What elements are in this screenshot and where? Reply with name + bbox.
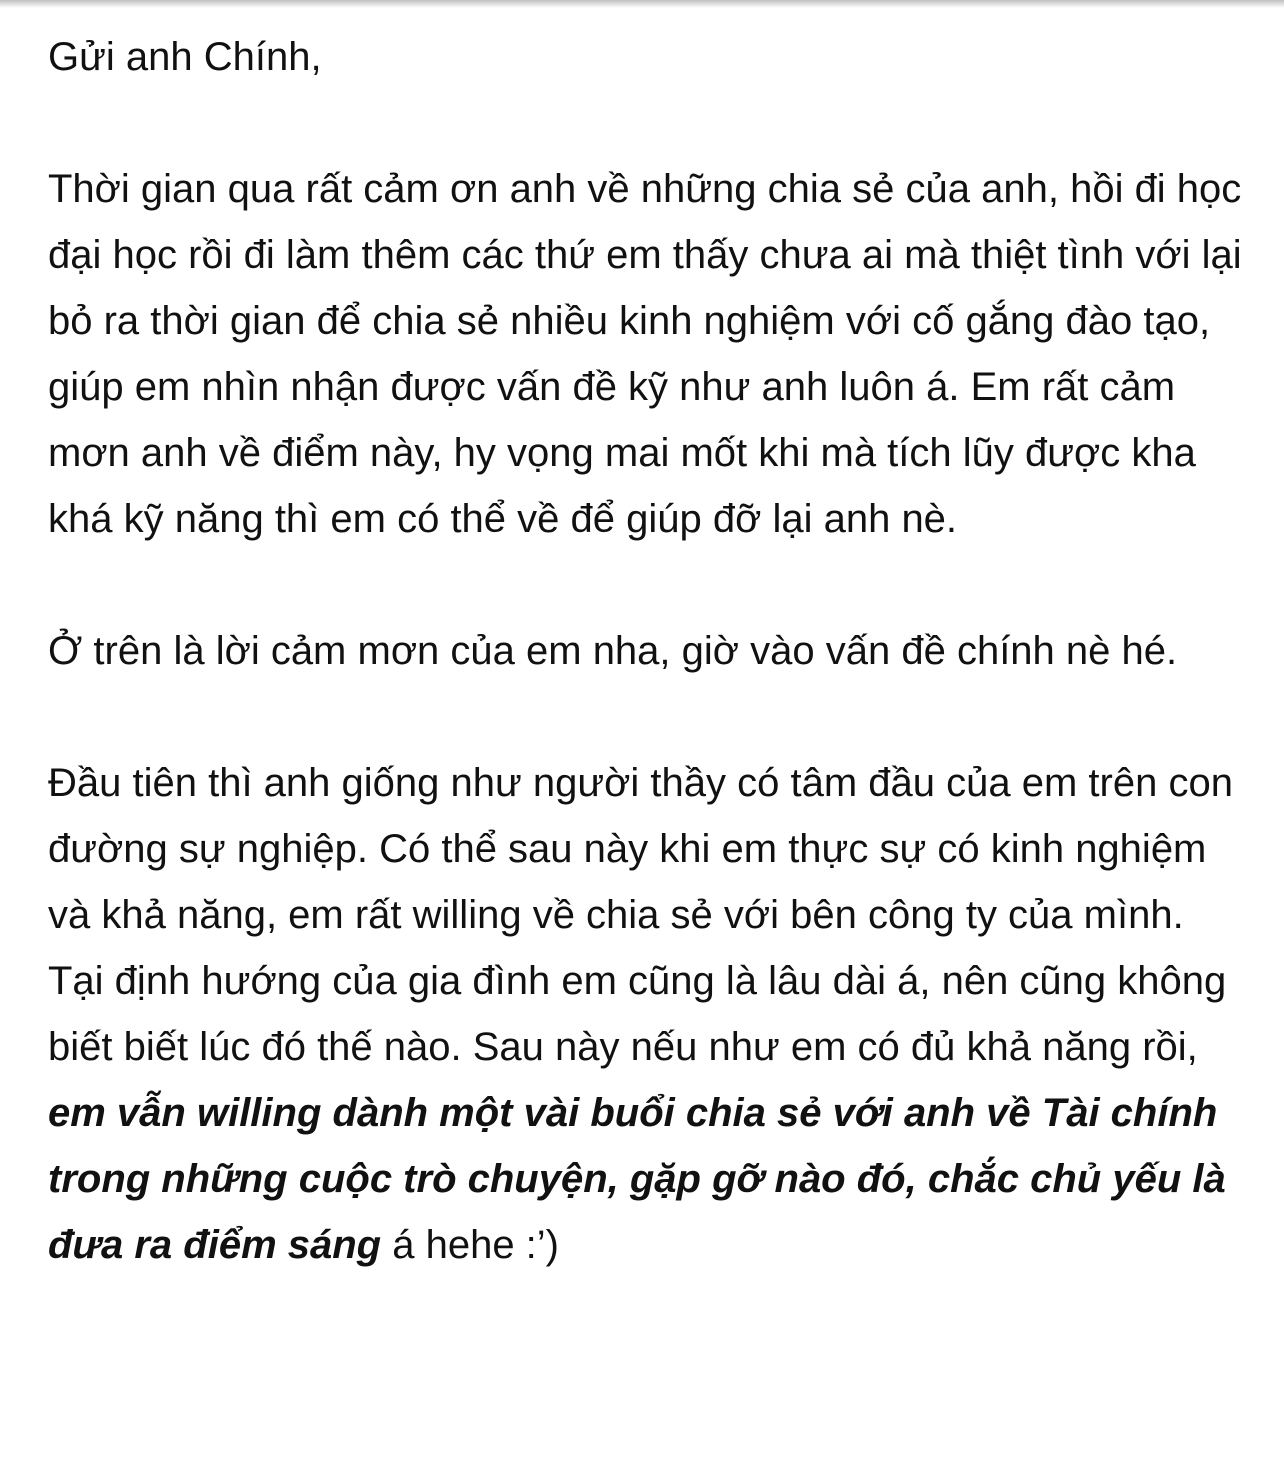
letter-greeting: Gửi anh Chính,: [48, 35, 322, 79]
closing-text: á hehe :’): [381, 1223, 559, 1267]
top-edge-shadow: [0, 0, 1284, 8]
paragraph-thanks: Thời gian qua rất cảm ơn anh về những chia sẻ của anh, hồi đi học đại học rồi đi làm thêm các thứ em thấy chưa ai mà thiệt tình với lại bỏ ra thời gian để chia sẻ nhiều kinh nghiệm với cố gắng đào tạo, giúp em nhìn nhận được vấn đề kỹ như anh luôn á. Em rất cảm mơn anh về điểm này, hy vọng mai mốt khi mà tích lũy được kha khá kỹ năng thì em có thể về để giúp đỡ lại anh nè.: [48, 167, 1242, 541]
main-point-text: Đầu tiên thì anh giống như người thầy có tâm đầu của em trên con đường sự nghiệp. Có thể sau này khi em thực sự có kinh nghiệm và khả năng, em rất willing về chia sẻ với bên công ty của mình. Tại định hướng của gia đình em cũng là lâu dài á, nên cũng không biết biết lúc đó thế nào. Sau này nếu như em có đủ khả năng rồi,: [48, 761, 1233, 1069]
letter-body: [48, 24, 1248, 1278]
paragraph-main-point: [48, 750, 1248, 1278]
emphasized-text: em vẫn willing dành một vài buổi chia sẻ với anh về Tài chính trong những cuộc trò chuyện, gặp gỡ nào đó, chắc chủ yếu là đưa ra điểm sáng: [48, 1091, 1226, 1267]
paragraph-transition: Ở trên là lời cảm mơn của em nha, giờ vào vấn đề chính nè hé.: [48, 629, 1178, 673]
